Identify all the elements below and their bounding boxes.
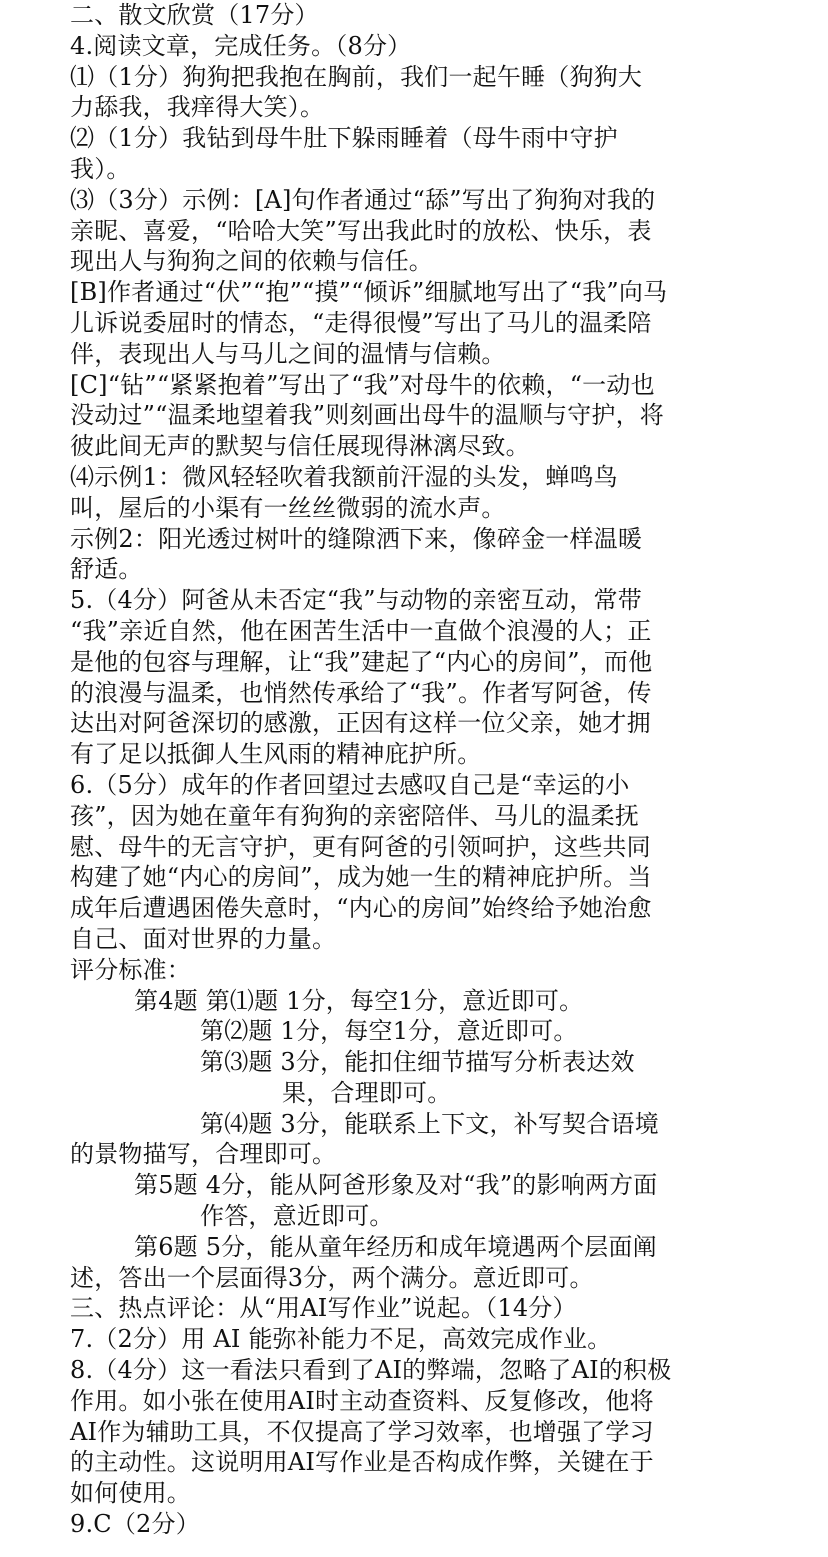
q8-answer-cont: 的主动性。这说明用AI写作业是否构成作弊，关键在于 [70,1448,654,1477]
q8-answer-cont: 作用。如小张在使用AI时主动查资料、反复修改，他将 [70,1386,654,1415]
q4-3-answer-cont: 亲昵、喜爱，“哈哈大笑”写出我此时的放松、快乐，表 [70,216,652,245]
section-heading-prose: 二、散文欣赏（17分） [70,1,319,29]
q6-answer-cont: 自己、面对世界的力量。 [70,924,337,953]
q8-answer-cont: 如何使用。 [70,1479,191,1508]
q6-answer-cont: 构建了她“内心的房间”，成为她一生的精神庇护所。当 [70,863,652,892]
q5-answer-cont: “我”亲近自然，他在困苦生活中一直做个浪漫的人；正 [70,616,652,645]
q5-answer: 5.（4分）阿爸从未否定“我”与动物的亲密互动，常带 [70,586,642,615]
q8-answer-cont: AI作为辅助工具，不仅提高了学习效率，也增强了学习 [70,1417,654,1446]
q4-4-example-2-cont: 舒适。 [70,555,143,584]
scoring-q4-1: 第4题 第⑴题 1分，每空1分，意近即可。 [134,986,584,1015]
scoring-q4-3-cont: 果，合理即可。 [282,1078,452,1107]
q9-answer: 9.C（2分） [70,1510,200,1539]
q5-answer-cont: 有了足以抵御人生风雨的精神庇护所。 [70,740,482,769]
q5-answer-cont: 的浪漫与温柔，也悄然传承给了“我”。作者写阿爸，传 [70,678,652,707]
scoring-q4-3: 第⑶题 3分，能扣住细节描写分析表达效 [200,1048,635,1077]
scoring-q4-4: 第⑷题 3分，能联系上下文，补写契合语境 [200,1109,659,1138]
q6-answer-cont: 成年后遭遇困倦失意时，“内心的房间”始终给予她治愈 [70,894,652,923]
q4-3-c-answer-cont: 没动过”“温柔地望着我”则刻画出母牛的温顺与守护，将 [70,401,665,430]
q4-4-example-1: ⑷示例1：微风轻轻吹着我额前汗湿的头发，蝉鸣鸟 [70,462,618,491]
q6-answer-cont: 慰、母牛的无言守护，更有阿爸的引领呵护，这些共同 [70,832,651,861]
section-heading-hot-topic: 三、热点评论：从“用AI写作业”说起。（14分） [70,1294,577,1323]
q4-3-c-answer: [C]“钻”“紧紧抱着”写出了“我”对母牛的依赖，“一动也 [70,370,655,399]
q4-3-b-answer-cont: 伴，表现出人与马儿之间的温情与信赖。 [70,339,506,368]
q4-3-b-answer: [B]作者通过“伏”“抱”“摸”“倾诉”细腻地写出了“我”向马 [70,278,668,307]
q6-answer: 6.（5分）成年的作者回望过去感叹自己是“幸运的小 [70,770,630,799]
q6-answer-cont: 孩”，因为她在童年有狗狗的亲密陪伴、马儿的温柔抚 [70,801,640,830]
question-4-heading: 4.阅读文章，完成任务。（8分） [70,31,412,60]
q4-2-answer: ⑵（1分）我钻到母牛肚下躲雨睡着（母牛雨中守护 [70,124,618,153]
q4-1-answer-cont: 力舔我，我痒得大笑）。 [70,93,325,122]
scoring-criteria-heading: 评分标准： [70,955,191,984]
q4-1-answer: ⑴（1分）狗狗把我抱在胸前，我们一起午睡（狗狗大 [70,62,643,91]
q4-2-answer-cont: 我）。 [70,154,131,183]
scoring-q6: 第6题 5分，能从童年经历和成年境遇两个层面阐 [134,1232,657,1261]
q4-3-answer: ⑶（3分）示例：[A]句作者通过“舔”写出了狗狗对我的 [70,185,656,214]
q4-3-answer-cont: 现出人与狗狗之间的依赖与信任。 [70,247,433,276]
q5-answer-cont: 是他的包容与理解，让“我”建起了“内心的房间”，而他 [70,647,653,676]
q4-4-example-2: 示例2：阳光透过树叶的缝隙洒下来，像碎金一样温暖 [70,524,643,553]
scoring-q5-cont: 作答，意近即可。 [200,1202,394,1231]
q8-answer: 8.（4分）这一看法只看到了AI的弊端，忽略了AI的积极 [70,1356,672,1385]
scoring-q5: 第5题 4分，能从阿爸形象及对“我”的影响两方面 [134,1171,658,1200]
answer-key-text [70,0,730,1540]
q5-answer-cont: 达出对阿爸深切的感激，正因有这样一位父亲，她才拥 [70,709,651,738]
q7-answer: 7.（2分）用 AI 能弥补能力不足，高效完成作业。 [70,1325,612,1354]
q4-3-c-answer-cont: 彼此间无声的默契与信任展现得淋漓尽致。 [70,432,530,461]
scoring-q4-4-cont: 的景物描写，合理即可。 [70,1140,337,1169]
scoring-q6-cont: 述，答出一个层面得3分，两个满分。意近即可。 [70,1263,594,1292]
q4-4-example-1-cont: 叫，屋后的小渠有一丝丝微弱的流水声。 [70,493,506,522]
q4-3-b-answer-cont: 儿诉说委屈时的情态，“走得很慢”写出了马儿的温柔陪 [70,308,652,337]
scoring-q4-2: 第⑵题 1分，每空1分，意近即可。 [200,1017,578,1046]
